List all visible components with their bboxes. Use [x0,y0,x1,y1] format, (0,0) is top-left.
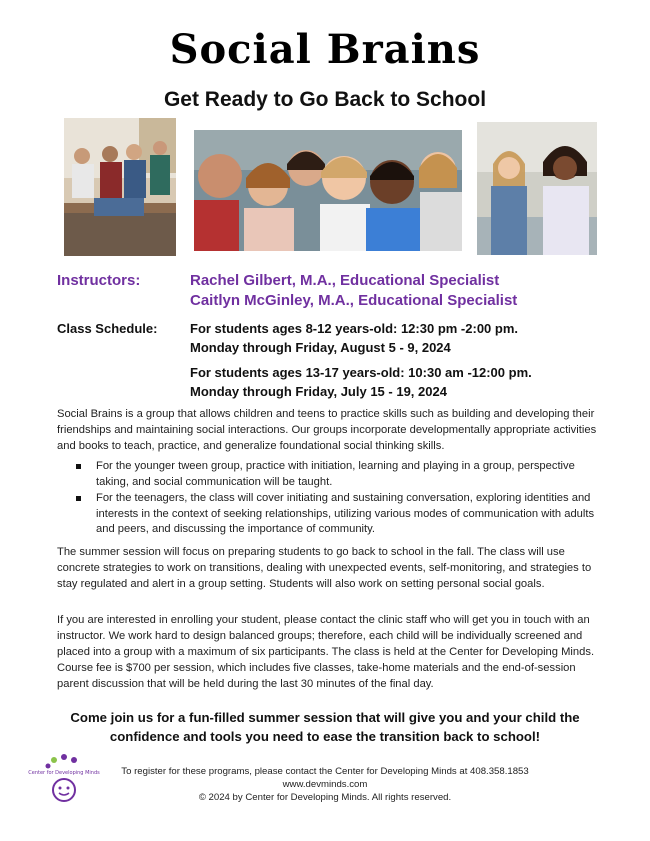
list-item [72,491,602,538]
schedule-session-1 [190,319,518,357]
footer-contact: To register for these programs, please contact the Center for Developing Minds at 408.358.1853 [121,766,529,777]
smiling-kids-group-photo [194,130,462,251]
list-item [72,459,602,490]
bullet-square-icon [76,464,81,469]
closing-call-to-action: Come join us for a fun-filled summer session that will give you and your child the confidence and tools you need to ease the transition back to school! [70,710,580,744]
center-for-developing-minds-logo [28,752,100,804]
class-schedule-label: Class Schedule: [57,321,158,336]
schedule-session-1-line1: For students ages 8-12 years-old: 12:30 pm -2:00 pm. [190,321,518,336]
schedule-session-2-line1: For students ages 13-17 years-old: 10:30 am -12:00 pm. [190,365,532,380]
flyer-title: Social Brains [169,26,481,73]
flyer-subtitle: Get Ready to Go Back to School [163,88,487,111]
intro-paragraph: Social Brains is a group that allows children and teens to practice skills such as building and developing their friendships and maintaining social interactions. Our groups incorporate developmentally appropriate activities and books to teach, practice, and generalize foundational social thinking skills. [57,408,597,452]
footer-website-link[interactable]: www.devminds.com [282,779,368,790]
teens-on-couch-photo [64,118,176,256]
skills-bullet-list [72,459,602,539]
two-girls-photo [477,122,597,255]
bullet-text: For the teenagers, the class will cover initiating and sustaining conversation, exploring identities and interests in the context of seeking relationships, utilizing various modes of communication with adults and peers, and discussing the importance of community. [96,492,595,535]
instructor-name-1: Rachel Gilbert, M.A., Educational Specialist [190,272,500,289]
schedule-session-2-line2: Monday through Friday, July 15 - 19, 2024 [190,384,447,399]
bullet-text: For the younger tween group, practice with initiation, learning and playing in a group, perspective taking, and social communication will be taught. [96,460,575,488]
bullet-square-icon [76,496,81,501]
schedule-session-1-line2: Monday through Friday, August 5 - 9, 2024 [190,340,451,355]
logo-text: Center for Developing Minds [28,770,100,776]
footer [100,765,550,804]
instructors-label: Instructors: [57,272,141,289]
summer-session-paragraph: The summer session will focus on preparing students to go back to school in the fall. The class will use concrete strategies to work on transitions, dealing with unexpected events, self-monitoring, and strategies to stay regulated and alert in a group setting. Students will also work on setting personal social goals. [57,546,592,590]
schedule-session-2 [190,363,532,401]
footer-copyright: © 2024 by Center for Developing Minds. All rights reserved. [198,792,452,803]
instructor-name-2: Caitlyn McGinley, M.A., Educational Specialist [190,292,518,309]
enrollment-paragraph: If you are interested in enrolling your student, please contact the clinic staff who will get you in touch with an instructor. We work hard to design balanced groups; therefore, each child will be individually screened and placed into a group with a maximum of six participants. The class is held at the Center for Developing Minds. Course fee is $700 per session, which includes five classes, take-home materials and the end-of-session parent discussion that will be held during the last 30 minutes of the final day. [57,614,595,690]
